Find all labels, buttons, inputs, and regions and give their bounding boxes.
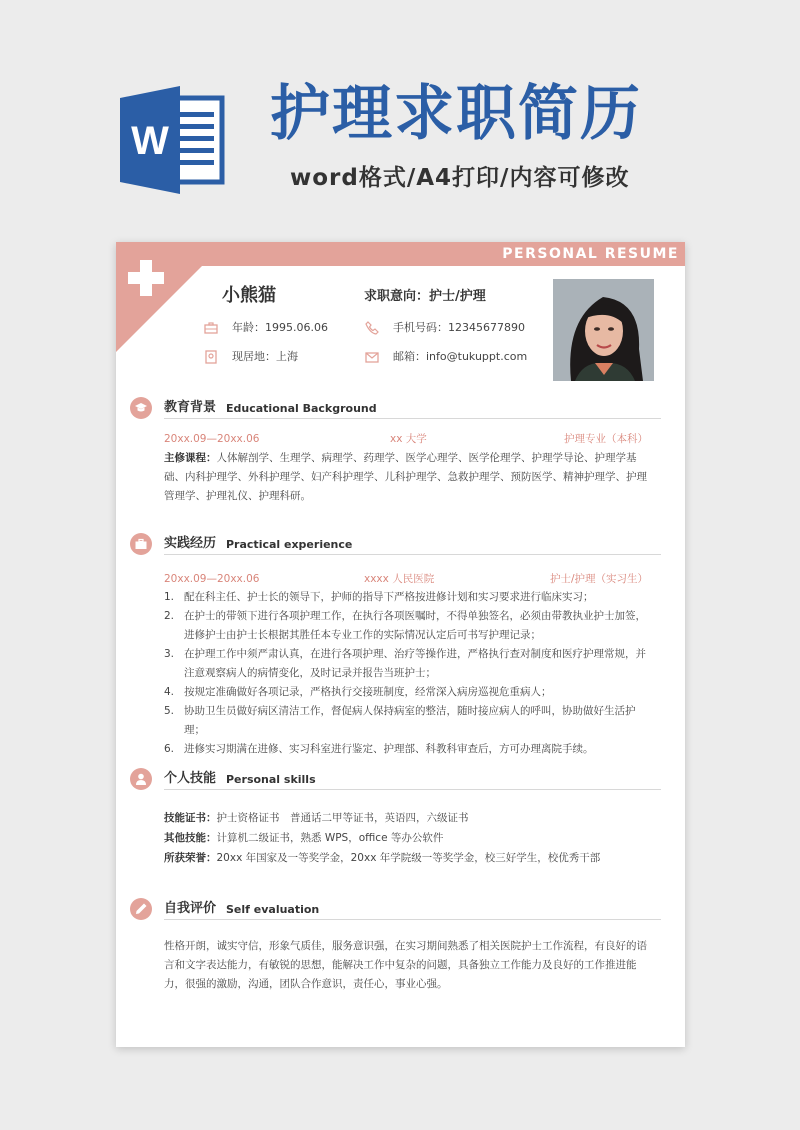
age-text: 年龄：1995.06.06 — [232, 321, 328, 334]
education-courses — [164, 449, 652, 506]
practice-org: xxxx 人民医院 — [364, 573, 435, 585]
item-text: 进修实习期满在进修、实习科室进行鉴定、护理部、科教科审查后，方可办理离院手续。 — [184, 743, 594, 755]
section-divider — [164, 789, 661, 790]
list-item — [164, 588, 654, 607]
pen-icon — [134, 902, 148, 916]
briefcase-icon — [204, 321, 218, 335]
education-heading — [126, 397, 661, 421]
candidate-name: 小熊猫 — [222, 285, 276, 306]
item-number: 6. — [164, 743, 175, 755]
skill-cert-row — [164, 808, 652, 828]
item-text: 在护士的带领下进行各项护理工作，在执行各项医嘱时，不得单独签名，必须由带教执业护士加签，进修护士由护士长根据其胜任本专业工作的实际情况认定后可书写护理记录； — [184, 610, 646, 641]
other-text: 计算机二级证书，熟悉 WPS，office 等办公软件 — [216, 832, 444, 844]
email-text: 邮箱：info@tukuppt.com — [393, 350, 528, 363]
phone-icon — [365, 321, 379, 335]
cert-text: 护士资格证书 普通话二甲等证书，英语四，六级证书 — [216, 812, 469, 824]
location-text: 现居地：上海 — [232, 350, 298, 363]
section-badge — [130, 397, 152, 419]
list-item — [164, 607, 654, 645]
banner — [0, 0, 800, 240]
mail-icon — [365, 350, 379, 364]
person-icon — [134, 772, 148, 786]
location-pin-icon — [204, 350, 218, 364]
list-item — [164, 702, 654, 740]
practice-period: 20xx.09—20xx.06 — [164, 573, 260, 585]
resume-paper — [116, 242, 685, 1047]
practice-title: 实践经历 — [164, 536, 217, 551]
item-text: 配在科主任、护士长的领导下，护师的指导下严格按进修计划和实习要求进行临床实习； — [184, 591, 594, 603]
profile-photo — [553, 279, 654, 381]
evaluation-heading — [126, 898, 661, 922]
section-divider — [164, 418, 661, 419]
section-divider — [164, 554, 661, 555]
item-text: 协助卫生员做好病区清洁工作，督促病人保持病室的整洁，随时接应病人的呼叫，协助做好生活护理； — [184, 705, 636, 736]
skills-list — [164, 808, 652, 868]
word-letter: W — [131, 119, 169, 163]
practice-role: 护士/护理（实习生） — [549, 573, 648, 585]
item-number: 2. — [164, 610, 175, 622]
word-document-icon — [118, 84, 230, 196]
practice-meta — [164, 571, 648, 587]
item-text: 在护理工作中须严肃认真，在进行各项护理、治疗等操作进，严格执行查对制度和医疗护理常规，并注意观察病人的病情变化，及时记录并报告当班护士； — [184, 648, 646, 679]
evaluation-title-en: Self evaluation — [226, 903, 320, 916]
skill-award-row — [164, 848, 652, 868]
graduation-cap-icon — [134, 401, 148, 415]
item-number: 5. — [164, 705, 175, 717]
list-item — [164, 740, 654, 759]
cert-label: 技能证书： — [164, 812, 217, 824]
item-number: 4. — [164, 686, 175, 698]
job-intent: 求职意向：护士/护理 — [364, 289, 486, 304]
briefcase-icon — [134, 537, 148, 551]
courses-text: 人体解剖学、生理学、病理学、药理学、医学心理学、医学伦理学、护理学导论、护理学基础、内科护理学、外科护理学、妇产科护理学、儿科护理学、急救护理学、预防医学、精神护理学、护理管理学、护理礼仪、护理科研。 — [164, 452, 647, 502]
education-school: xx 大学 — [390, 433, 427, 445]
practice-title-en: Practical experience — [226, 538, 353, 551]
education-meta — [164, 431, 648, 447]
other-label: 其他技能： — [164, 832, 217, 844]
item-number: 3. — [164, 648, 175, 660]
courses-label: 主修课程： — [164, 452, 217, 464]
portrait-illustration — [553, 279, 654, 381]
skills-heading — [126, 768, 661, 792]
award-text: 20xx 年国家及一等奖学金，20xx 年学院级一等奖学金，校三好学生，校优秀干部 — [216, 852, 601, 864]
evaluation-title: 自我评价 — [164, 901, 217, 916]
evaluation-text: 性格开朗，诚实守信，形象气质佳，服务意识强，在实习期间熟悉了相关医院护士工作流程，有良好的语言和文字表达能力，有敏锐的思想，能解决工作中复杂的问题，具备独立工作能力及良好的工作推进能力，很强的激励，沟通，团队合作意识，责任心，事业心强。 — [164, 940, 647, 990]
section-divider — [164, 919, 661, 920]
section-badge — [130, 533, 152, 555]
practice-heading — [126, 533, 661, 557]
practice-duties — [164, 588, 654, 759]
band-label: PERSONAL RESUME — [502, 246, 679, 262]
list-item — [164, 645, 654, 683]
education-major: 护理专业（本科） — [564, 433, 648, 445]
skills-title-en: Personal skills — [226, 773, 316, 786]
page-subtitle: word格式/A4打印/内容可修改 — [290, 165, 630, 191]
section-badge — [130, 898, 152, 920]
list-item — [164, 683, 654, 702]
section-badge — [130, 768, 152, 790]
item-number: 1. — [164, 591, 175, 603]
skills-title: 个人技能 — [164, 771, 217, 786]
skill-other-row — [164, 828, 652, 848]
education-period: 20xx.09—20xx.06 — [164, 433, 260, 445]
education-title: 教育背景 — [164, 400, 217, 415]
education-title-en: Educational Background — [226, 402, 377, 415]
medical-cross-icon — [126, 258, 166, 298]
page-title: 护理求职简历 — [270, 79, 642, 149]
phone-text: 手机号码：12345677890 — [393, 321, 525, 334]
item-text: 按规定准确做好各项记录，严格执行交接班制度，经常深入病房巡视危重病人； — [184, 686, 552, 698]
award-label: 所获荣誉： — [164, 852, 217, 864]
